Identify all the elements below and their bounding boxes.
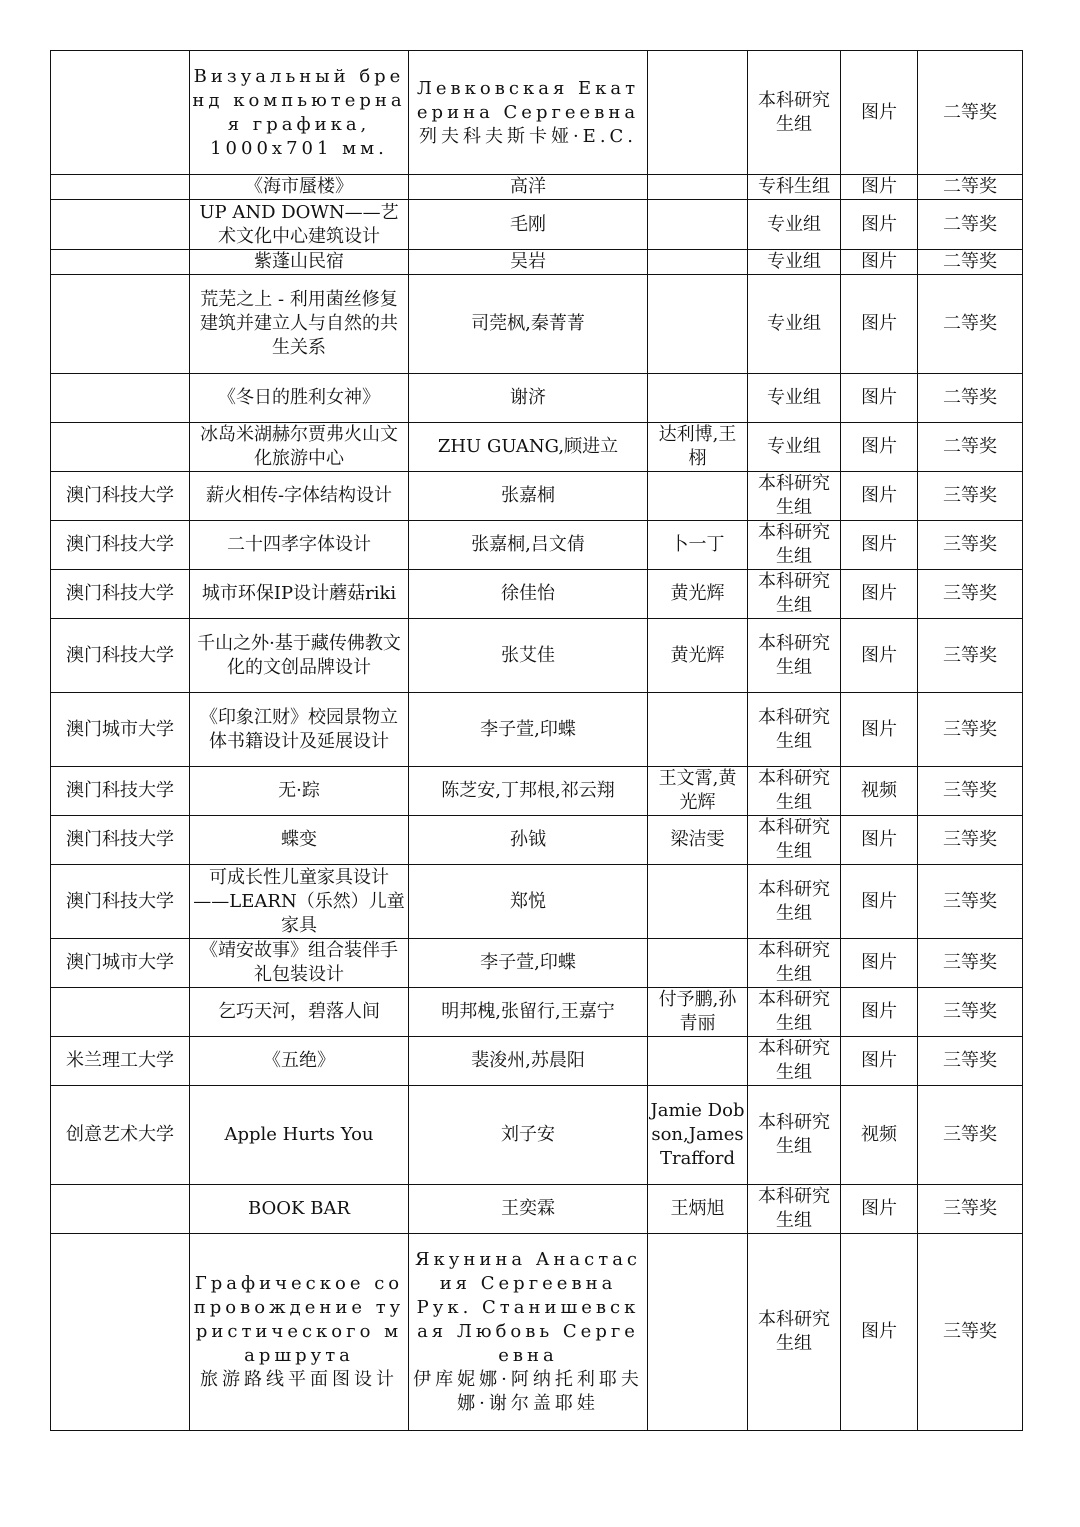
authors-cell xyxy=(409,423,648,472)
media-type-cell xyxy=(841,1037,918,1086)
work-title-cell xyxy=(190,472,409,521)
advisor-cell xyxy=(648,1185,748,1234)
award-cell xyxy=(918,816,1023,865)
authors-cell xyxy=(409,521,648,570)
authors-cell-text: 郑悦 xyxy=(510,890,546,912)
school-cell xyxy=(51,472,190,521)
authors-cell xyxy=(409,1234,648,1431)
table-row xyxy=(51,175,1023,200)
table-row xyxy=(51,200,1023,250)
award-cell xyxy=(918,521,1023,570)
media-type-cell xyxy=(841,1185,918,1234)
group-cell xyxy=(748,816,841,865)
awards-table-body xyxy=(51,51,1023,1431)
advisor-cell-text: 王文霄,黄光辉 xyxy=(658,768,737,813)
work-title-cell xyxy=(190,1037,409,1086)
school-cell xyxy=(51,250,190,275)
media-type-cell xyxy=(841,619,918,693)
group-cell-text: 本科研究生组 xyxy=(758,1038,830,1083)
table-row xyxy=(51,570,1023,619)
work-title-cell xyxy=(190,374,409,423)
media-type-cell-text: 图片 xyxy=(861,1198,897,1219)
advisor-cell-text: 黄光辉 xyxy=(670,583,725,604)
advisor-cell xyxy=(648,472,748,521)
group-cell-text: 本科研究生组 xyxy=(758,89,830,135)
award-cell-text: 三等奖 xyxy=(943,1198,997,1219)
media-type-cell xyxy=(841,693,918,767)
media-type-cell xyxy=(841,1086,918,1185)
work-title-cell-text: 紫蓬山民宿 xyxy=(254,251,344,272)
authors-cell xyxy=(409,374,648,423)
advisor-cell xyxy=(648,200,748,250)
advisor-cell xyxy=(648,1086,748,1185)
group-cell xyxy=(748,200,841,250)
media-type-cell-text: 图片 xyxy=(861,829,897,850)
award-cell-text: 三等奖 xyxy=(943,1124,997,1145)
work-title-cell xyxy=(190,767,409,816)
award-cell xyxy=(918,1234,1023,1431)
table-row xyxy=(51,374,1023,423)
authors-cell xyxy=(409,1185,648,1234)
media-type-cell xyxy=(841,423,918,472)
award-cell-text: 三等奖 xyxy=(943,780,997,801)
authors-cell-text: 孙钺 xyxy=(510,829,546,850)
table-row xyxy=(51,51,1023,175)
media-type-cell xyxy=(841,374,918,423)
authors-cell-text: 吴岩 xyxy=(510,251,546,272)
table-row xyxy=(51,275,1023,374)
school-cell-text: 澳门科技大学 xyxy=(66,583,174,604)
school-cell xyxy=(51,275,190,374)
award-cell xyxy=(918,472,1023,521)
advisor-cell xyxy=(648,767,748,816)
media-type-cell-text: 图片 xyxy=(861,101,897,123)
work-title-cell xyxy=(190,275,409,374)
group-cell xyxy=(748,619,841,693)
award-cell xyxy=(918,250,1023,275)
authors-cell-text: 张嘉桐 xyxy=(501,485,555,506)
authors-cell xyxy=(409,693,648,767)
award-cell-text: 二等奖 xyxy=(943,251,997,272)
school-cell xyxy=(51,423,190,472)
work-title-cell-text: 《五绝》 xyxy=(263,1050,335,1071)
media-type-cell-text: 图片 xyxy=(861,387,897,408)
authors-cell-text: Якунина Анастасия Сергеевна Рук. Станишевская Любовь Сергеевна 伊库妮娜·阿纳托利耶夫娜·谢尔盖耶娃 xyxy=(413,1249,643,1414)
advisor-cell xyxy=(648,51,748,175)
work-title-cell xyxy=(190,939,409,988)
media-type-cell-text: 图片 xyxy=(861,1321,897,1342)
advisor-cell xyxy=(648,423,748,472)
media-type-cell-text: 图片 xyxy=(861,890,897,912)
award-cell xyxy=(918,175,1023,200)
work-title-cell xyxy=(190,570,409,619)
authors-cell-text: 徐佳怡 xyxy=(501,583,555,604)
school-cell-text: 澳门科技大学 xyxy=(66,485,174,506)
media-type-cell-text: 图片 xyxy=(861,176,897,197)
award-cell-text: 三等奖 xyxy=(943,485,997,506)
group-cell-text: 本科研究生组 xyxy=(758,632,830,678)
media-type-cell-text: 图片 xyxy=(861,534,897,555)
media-type-cell-text: 图片 xyxy=(861,213,897,235)
authors-cell-text: 张嘉桐,吕文倩 xyxy=(471,534,585,555)
group-cell-text: 专业组 xyxy=(767,387,821,408)
table-row xyxy=(51,816,1023,865)
school-cell xyxy=(51,521,190,570)
advisor-cell xyxy=(648,939,748,988)
authors-cell xyxy=(409,1086,648,1185)
authors-cell xyxy=(409,865,648,939)
group-cell xyxy=(748,1086,841,1185)
work-title-cell xyxy=(190,1185,409,1234)
award-cell-text: 三等奖 xyxy=(943,534,997,555)
award-cell-text: 二等奖 xyxy=(943,313,997,334)
award-cell-text: 三等奖 xyxy=(943,890,997,912)
advisor-cell-text: 王炳旭 xyxy=(670,1198,725,1219)
advisor-cell-text: 达利博,王栩 xyxy=(658,424,737,469)
group-cell xyxy=(748,1037,841,1086)
advisor-cell xyxy=(648,275,748,374)
work-title-cell xyxy=(190,865,409,939)
table-row xyxy=(51,250,1023,275)
advisor-cell xyxy=(648,175,748,200)
award-cell-text: 三等奖 xyxy=(943,1001,997,1022)
award-cell xyxy=(918,423,1023,472)
award-cell-text: 三等奖 xyxy=(943,718,997,740)
media-type-cell-text: 图片 xyxy=(861,313,897,334)
award-cell-text: 三等奖 xyxy=(943,829,997,850)
authors-cell xyxy=(409,51,648,175)
media-type-cell xyxy=(841,521,918,570)
table-row xyxy=(51,1185,1023,1234)
group-cell-text: 本科研究生组 xyxy=(758,706,830,752)
award-cell xyxy=(918,619,1023,693)
work-title-cell xyxy=(190,51,409,175)
authors-cell-text: 陈芝安,丁邦根,祁云翔 xyxy=(441,780,615,801)
school-cell xyxy=(51,374,190,423)
work-title-cell-text: 冰岛米湖赫尔贾弗火山文化旅游中心 xyxy=(200,424,398,469)
work-title-cell xyxy=(190,200,409,250)
advisor-cell xyxy=(648,619,748,693)
advisor-cell xyxy=(648,816,748,865)
media-type-cell xyxy=(841,570,918,619)
award-cell xyxy=(918,939,1023,988)
award-cell-text: 二等奖 xyxy=(943,436,997,457)
media-type-cell-text: 图片 xyxy=(861,718,897,740)
table-row xyxy=(51,865,1023,939)
table-row xyxy=(51,521,1023,570)
school-cell-text: 澳门科技大学 xyxy=(66,534,174,555)
authors-cell xyxy=(409,988,648,1037)
group-cell xyxy=(748,1185,841,1234)
authors-cell xyxy=(409,275,648,374)
work-title-cell-text: 蝶变 xyxy=(281,829,317,850)
group-cell-text: 本科研究生组 xyxy=(758,571,830,616)
award-cell xyxy=(918,767,1023,816)
advisor-cell xyxy=(648,693,748,767)
advisor-cell xyxy=(648,570,748,619)
group-cell-text: 专业组 xyxy=(767,213,821,235)
authors-cell-text: 裴浚州,苏晨阳 xyxy=(471,1050,585,1071)
award-cell xyxy=(918,1185,1023,1234)
advisor-cell-text: 付予鹏,孙青丽 xyxy=(658,989,737,1034)
group-cell xyxy=(748,1234,841,1431)
school-cell-text: 澳门科技大学 xyxy=(66,890,174,912)
advisor-cell xyxy=(648,988,748,1037)
advisor-cell-text: 梁洁雯 xyxy=(670,829,725,850)
media-type-cell-text: 图片 xyxy=(861,485,897,506)
award-cell-text: 三等奖 xyxy=(943,1050,997,1071)
school-cell xyxy=(51,175,190,200)
group-cell xyxy=(748,374,841,423)
authors-cell-text: 刘子安 xyxy=(501,1124,555,1145)
award-cell xyxy=(918,275,1023,374)
school-cell-text: 澳门科技大学 xyxy=(66,644,174,666)
school-cell xyxy=(51,816,190,865)
award-cell xyxy=(918,865,1023,939)
work-title-cell-text: Графическое сопровождение туристического маршрута 旅游路线平面图设计 xyxy=(193,1273,405,1390)
advisor-cell xyxy=(648,1234,748,1431)
work-title-cell-text: 二十四孝字体设计 xyxy=(227,534,371,555)
work-title-cell xyxy=(190,423,409,472)
table-row xyxy=(51,693,1023,767)
media-type-cell-text: 图片 xyxy=(861,583,897,604)
work-title-cell xyxy=(190,816,409,865)
group-cell xyxy=(748,51,841,175)
work-title-cell-text: Apple Hurts You xyxy=(224,1124,374,1145)
group-cell xyxy=(748,865,841,939)
award-cell-text: 三等奖 xyxy=(943,952,997,973)
award-cell-text: 二等奖 xyxy=(943,213,997,235)
work-title-cell-text: 荒芜之上 - 利用菌丝修复建筑并建立人与自然的共生关系 xyxy=(200,289,398,358)
advisor-cell-text: Jamie Dobson,James Trafford xyxy=(650,1100,745,1169)
media-type-cell xyxy=(841,175,918,200)
advisor-cell xyxy=(648,374,748,423)
advisor-cell-text: 黄光辉 xyxy=(670,644,725,666)
table-row xyxy=(51,1037,1023,1086)
media-type-cell xyxy=(841,275,918,374)
work-title-cell-text: 城市环保IP设计蘑菇riki xyxy=(201,583,397,604)
group-cell xyxy=(748,423,841,472)
award-cell-text: 三等奖 xyxy=(943,644,997,666)
school-cell-text: 澳门科技大学 xyxy=(66,780,174,801)
media-type-cell-text: 视频 xyxy=(861,780,897,801)
work-title-cell-text: 千山之外·基于藏传佛教文化的文创品牌设计 xyxy=(197,632,401,678)
media-type-cell-text: 图片 xyxy=(861,436,897,457)
work-title-cell-text: 《海市蜃楼》 xyxy=(245,176,353,197)
media-type-cell-text: 视频 xyxy=(861,1124,897,1145)
school-cell xyxy=(51,693,190,767)
school-cell xyxy=(51,1234,190,1431)
group-cell-text: 本科研究生组 xyxy=(758,878,830,924)
advisor-cell xyxy=(648,521,748,570)
work-title-cell-text: 乞巧天河，碧落人间 xyxy=(218,1001,380,1022)
group-cell-text: 本科研究生组 xyxy=(758,817,830,862)
school-cell-text: 澳门科技大学 xyxy=(66,829,174,850)
group-cell xyxy=(748,570,841,619)
school-cell-text: 澳门城市大学 xyxy=(66,718,174,740)
media-type-cell-text: 图片 xyxy=(861,952,897,973)
work-title-cell-text: 无·踪 xyxy=(278,780,320,801)
award-cell-text: 二等奖 xyxy=(943,387,997,408)
work-title-cell-text: 《印象江财》校园景物立体书籍设计及延展设计 xyxy=(200,706,398,752)
authors-cell xyxy=(409,250,648,275)
work-title-cell xyxy=(190,175,409,200)
work-title-cell-text: 可成长性儿童家具设计——LEARN（乐然）儿童家具 xyxy=(193,866,405,936)
award-cell-text: 二等奖 xyxy=(943,176,997,197)
table-row xyxy=(51,1234,1023,1431)
table-row xyxy=(51,619,1023,693)
school-cell xyxy=(51,865,190,939)
work-title-cell-text: UP AND DOWN——艺术文化中心建筑设计 xyxy=(199,201,399,247)
media-type-cell-text: 图片 xyxy=(861,644,897,666)
group-cell xyxy=(748,693,841,767)
group-cell xyxy=(748,175,841,200)
group-cell xyxy=(748,250,841,275)
group-cell xyxy=(748,521,841,570)
authors-cell-text: 张艾佳 xyxy=(501,644,555,666)
media-type-cell-text: 图片 xyxy=(861,251,897,272)
authors-cell-text: Левковская Екатерина Сергеевна 列夫科夫斯卡娅·Е.С. xyxy=(416,77,640,147)
authors-cell xyxy=(409,570,648,619)
work-title-cell xyxy=(190,1086,409,1185)
group-cell-text: 专科生组 xyxy=(758,176,830,197)
advisor-cell xyxy=(648,1037,748,1086)
school-cell xyxy=(51,619,190,693)
authors-cell xyxy=(409,939,648,988)
group-cell xyxy=(748,767,841,816)
table-row xyxy=(51,939,1023,988)
authors-cell xyxy=(409,175,648,200)
school-cell xyxy=(51,939,190,988)
authors-cell xyxy=(409,816,648,865)
authors-cell xyxy=(409,472,648,521)
school-cell xyxy=(51,767,190,816)
authors-cell xyxy=(409,200,648,250)
award-cell xyxy=(918,374,1023,423)
work-title-cell xyxy=(190,693,409,767)
award-cell-text: 三等奖 xyxy=(943,1321,997,1342)
award-cell xyxy=(918,693,1023,767)
media-type-cell-text: 图片 xyxy=(861,1050,897,1071)
media-type-cell xyxy=(841,988,918,1037)
media-type-cell xyxy=(841,472,918,521)
school-cell xyxy=(51,51,190,175)
authors-cell-text: 谢济 xyxy=(510,387,546,408)
group-cell-text: 专业组 xyxy=(767,313,821,334)
group-cell xyxy=(748,988,841,1037)
group-cell-text: 本科研究生组 xyxy=(758,989,830,1034)
authors-cell-text: 高洋 xyxy=(510,176,546,197)
media-type-cell xyxy=(841,51,918,175)
authors-cell-text: 李子萱,印蝶 xyxy=(480,952,576,973)
media-type-cell xyxy=(841,939,918,988)
group-cell xyxy=(748,275,841,374)
award-cell xyxy=(918,988,1023,1037)
work-title-cell xyxy=(190,988,409,1037)
authors-cell-text: 明邦槐,张留行,王嘉宁 xyxy=(441,1001,615,1022)
school-cell-text: 创意艺术大学 xyxy=(66,1124,174,1145)
work-title-cell-text: 薪火相传-字体结构设计 xyxy=(205,485,393,506)
school-cell xyxy=(51,1086,190,1185)
authors-cell xyxy=(409,1037,648,1086)
media-type-cell xyxy=(841,1234,918,1431)
award-cell-text: 三等奖 xyxy=(943,583,997,604)
work-title-cell xyxy=(190,521,409,570)
table-row xyxy=(51,472,1023,521)
school-cell xyxy=(51,200,190,250)
advisor-cell-text: 卜一丁 xyxy=(670,534,725,555)
table-row xyxy=(51,988,1023,1037)
award-cell xyxy=(918,1086,1023,1185)
group-cell xyxy=(748,472,841,521)
school-cell xyxy=(51,1037,190,1086)
group-cell-text: 专业组 xyxy=(767,251,821,272)
table-row xyxy=(51,1086,1023,1185)
school-cell-text: 澳门城市大学 xyxy=(66,952,174,973)
authors-cell-text: 李子萱,印蝶 xyxy=(480,718,576,740)
authors-cell xyxy=(409,767,648,816)
work-title-cell xyxy=(190,619,409,693)
media-type-cell xyxy=(841,200,918,250)
group-cell-text: 本科研究生组 xyxy=(758,940,830,985)
advisor-cell xyxy=(648,250,748,275)
school-cell xyxy=(51,570,190,619)
table-row xyxy=(51,423,1023,472)
work-title-cell-text: Визуальный бренд компьютерная графика, 1000x701 мм. xyxy=(192,65,406,159)
group-cell-text: 本科研究生组 xyxy=(758,1309,830,1354)
school-cell xyxy=(51,1185,190,1234)
award-cell xyxy=(918,51,1023,175)
school-cell-text: 米兰理工大学 xyxy=(66,1050,174,1071)
table-row xyxy=(51,767,1023,816)
awards-table xyxy=(50,50,1023,1431)
work-title-cell-text: BOOK BAR xyxy=(247,1198,351,1219)
award-cell-text: 二等奖 xyxy=(943,101,997,123)
award-cell xyxy=(918,1037,1023,1086)
group-cell-text: 专业组 xyxy=(767,436,821,457)
advisor-cell xyxy=(648,865,748,939)
authors-cell-text: 王奕霖 xyxy=(501,1198,555,1219)
work-title-cell-text: 《冬日的胜利女神》 xyxy=(218,387,380,408)
media-type-cell xyxy=(841,816,918,865)
authors-cell-text: 毛刚 xyxy=(510,213,546,235)
work-title-cell-text: 《靖安故事》组合装伴手礼包装设计 xyxy=(200,940,398,985)
group-cell-text: 本科研究生组 xyxy=(758,1112,830,1157)
work-title-cell xyxy=(190,1234,409,1431)
award-cell xyxy=(918,570,1023,619)
authors-cell-text: ZHU GUANG,顾进立 xyxy=(437,436,619,457)
media-type-cell-text: 图片 xyxy=(861,1001,897,1022)
media-type-cell xyxy=(841,767,918,816)
school-cell xyxy=(51,988,190,1037)
authors-cell xyxy=(409,619,648,693)
work-title-cell xyxy=(190,250,409,275)
group-cell-text: 本科研究生组 xyxy=(758,473,830,518)
group-cell-text: 本科研究生组 xyxy=(758,768,830,813)
award-cell xyxy=(918,200,1023,250)
group-cell xyxy=(748,939,841,988)
group-cell-text: 本科研究生组 xyxy=(758,522,830,567)
group-cell-text: 本科研究生组 xyxy=(758,1186,830,1231)
media-type-cell xyxy=(841,250,918,275)
media-type-cell xyxy=(841,865,918,939)
authors-cell-text: 司莞枫,秦菁菁 xyxy=(471,313,585,334)
